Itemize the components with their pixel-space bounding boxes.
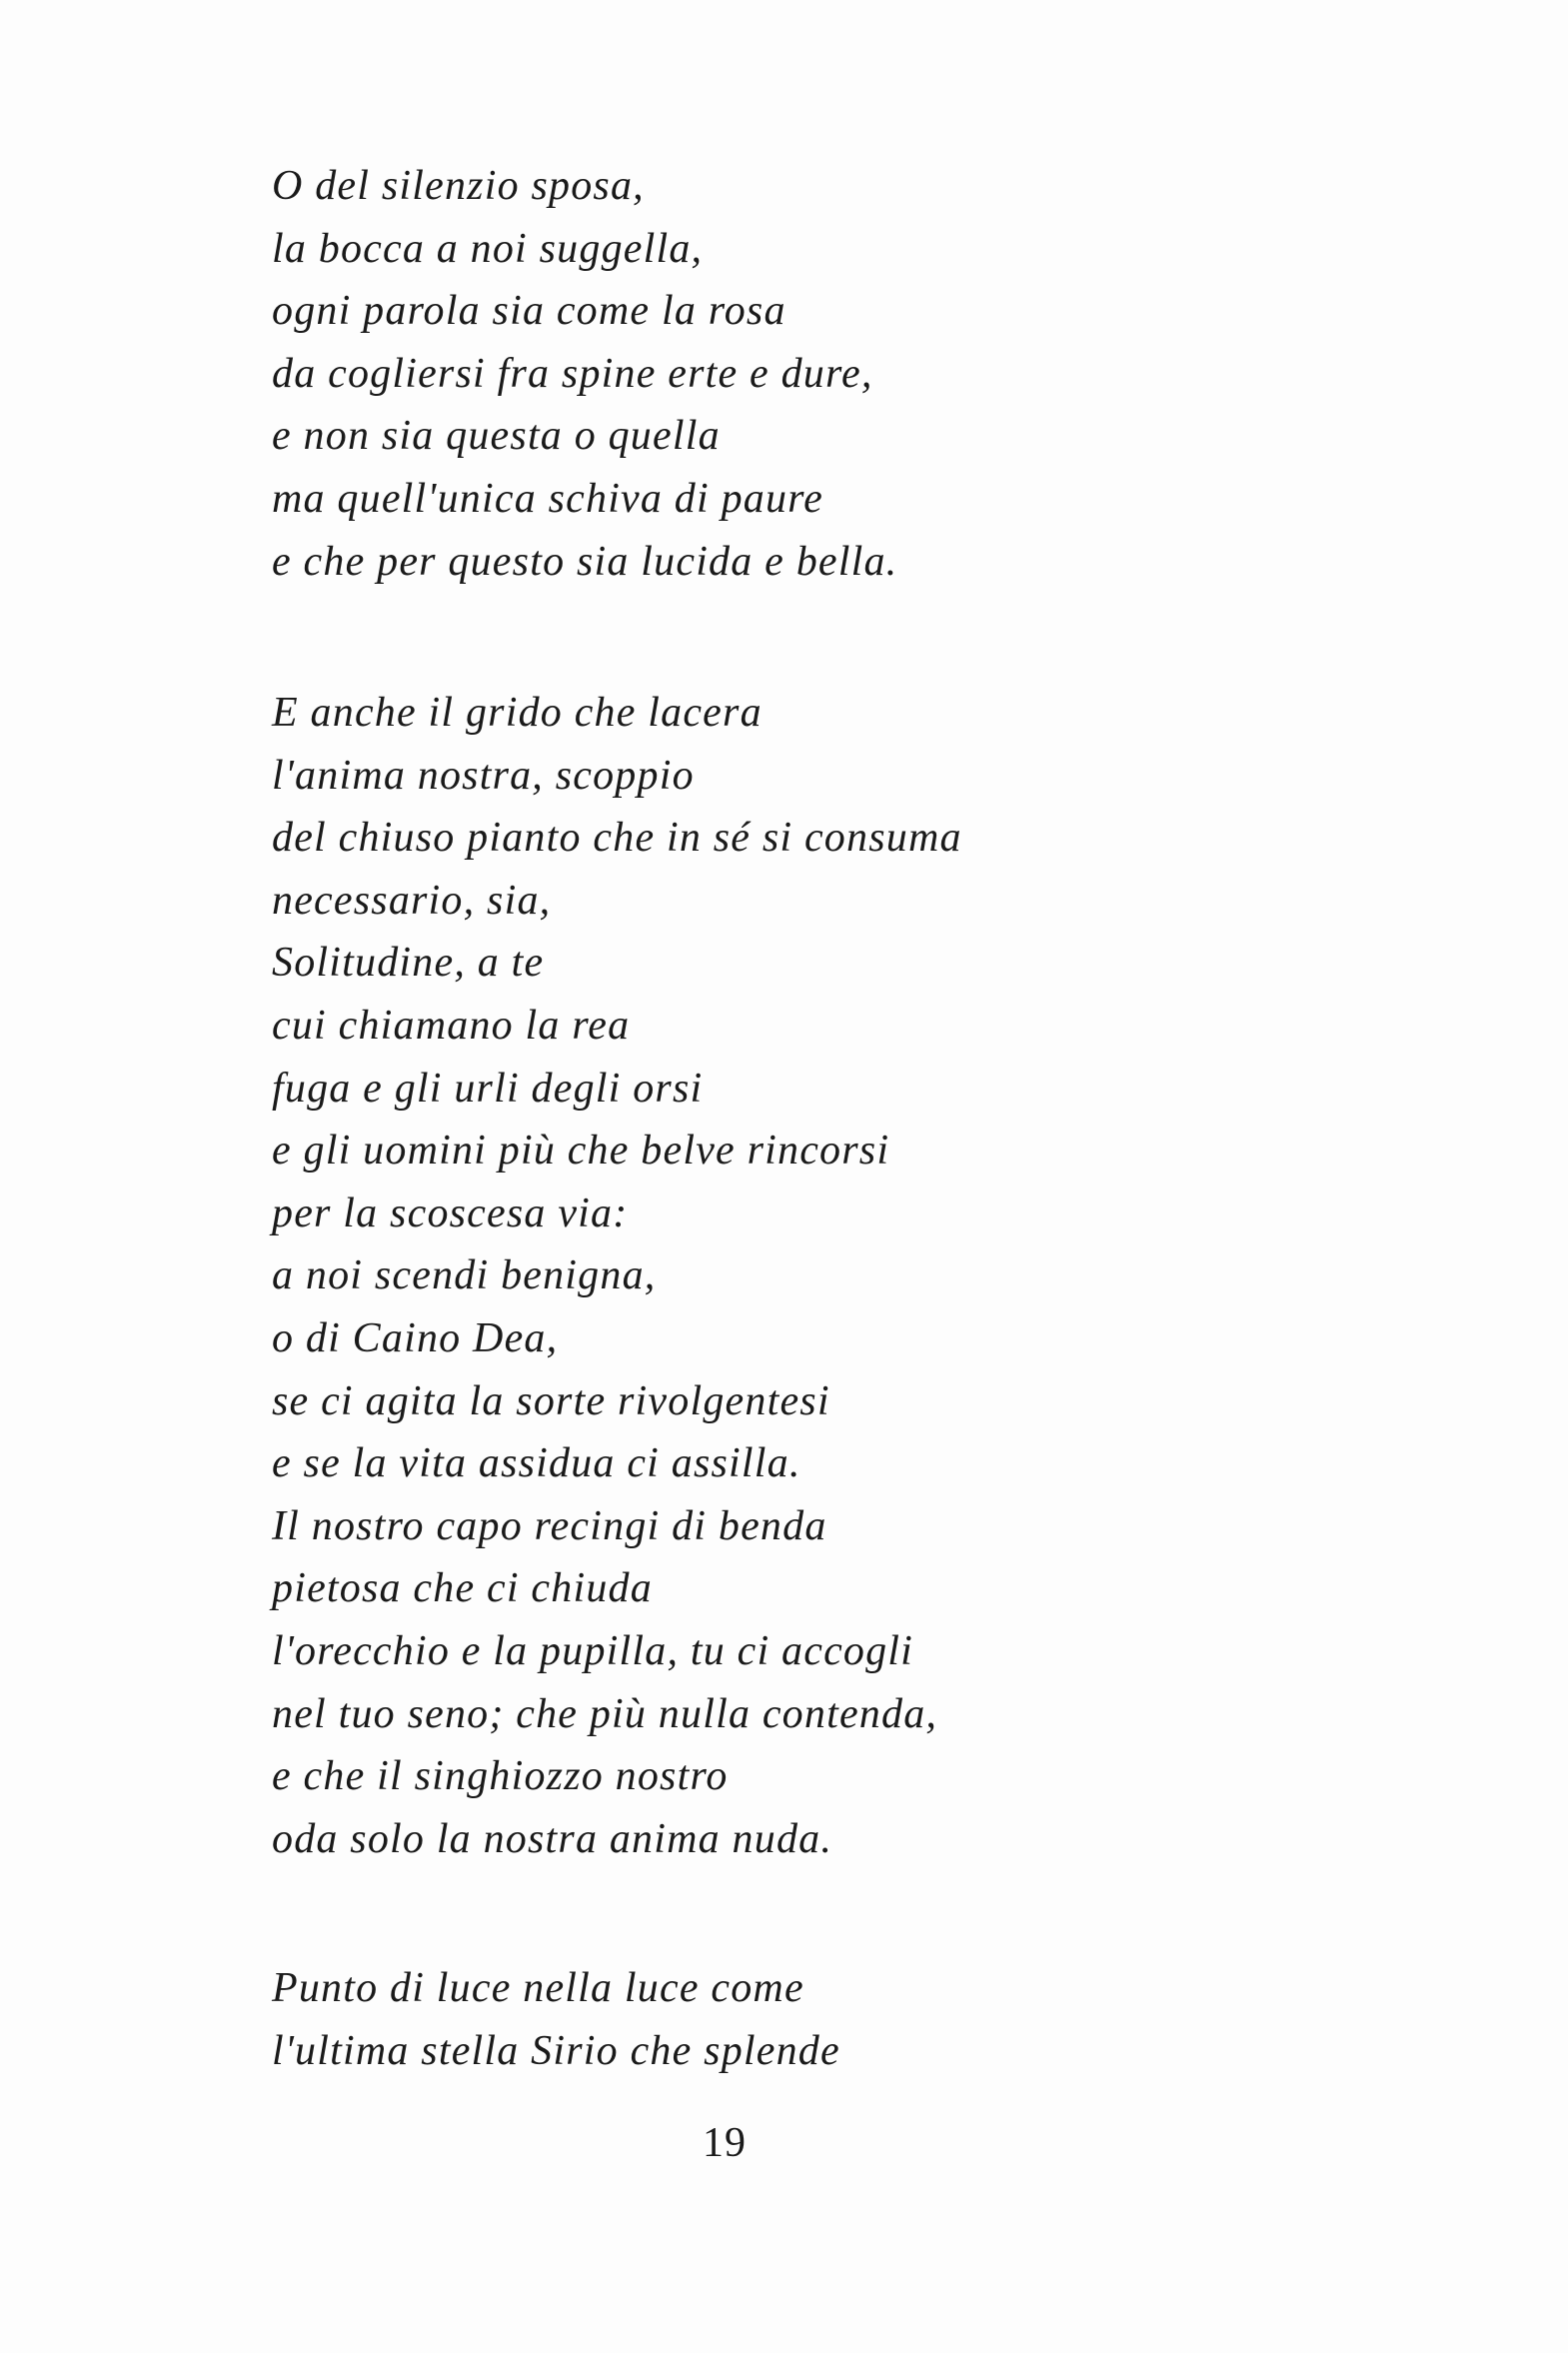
- poem-line: del chiuso pianto che in sé si consuma: [272, 815, 962, 862]
- poem-line: ogni parola sia come la rosa: [272, 288, 786, 335]
- poem-line: Il nostro capo recingi di benda: [272, 1502, 827, 1549]
- poem-line: o di Caino Dea,: [272, 1314, 559, 1361]
- page-number: 19: [703, 2120, 747, 2166]
- poem-line: ma quell'unica schiva di paure: [272, 475, 823, 522]
- poem-line: l'ultima stella Sirio che splende: [272, 2027, 840, 2074]
- poem-line: O del silenzio sposa,: [272, 163, 645, 209]
- poem-line: pietosa che ci chiuda: [272, 1565, 653, 1612]
- stanza-2: [272, 682, 1421, 1870]
- poem-line: la bocca a noi suggella,: [272, 225, 704, 272]
- poem-line: oda solo la nostra anima nuda.: [272, 1815, 833, 1862]
- poem-line: da cogliersi fra spine erte e dure,: [272, 350, 873, 397]
- poem-line: se ci agita la sorte rivolgentesi: [272, 1377, 830, 1424]
- poem-line: Punto di luce nella luce come: [272, 1965, 804, 2011]
- poem-line: fuga e gli urli degli orsi: [272, 1065, 704, 1112]
- poem-line: e non sia questa o quella: [272, 413, 721, 460]
- stanza-1: [272, 155, 1421, 593]
- poem-line: per la scoscesa via:: [272, 1189, 629, 1236]
- poem-line: e gli uomini più che belve rincorsi: [272, 1128, 890, 1175]
- poem-line: l'orecchio e la pupilla, tu ci accogli: [272, 1627, 914, 1674]
- poem-line: cui chiamano la rea: [272, 1002, 631, 1049]
- poem-line: nel tuo seno; che più nulla contenda,: [272, 1690, 938, 1737]
- poem-line: e se la vita assidua ci assilla.: [272, 1440, 801, 1487]
- stanza-3: [272, 1957, 1421, 2082]
- poem-line: l'anima nostra, scoppio: [272, 752, 695, 799]
- poem-line: necessario, sia,: [272, 877, 552, 924]
- poem-line: a noi scendi benigna,: [272, 1252, 657, 1299]
- poem-line: Solitudine, a te: [272, 940, 545, 987]
- poem-line: e che per questo sia lucida e bella.: [272, 538, 898, 585]
- poem-line: e che il singhiozzo nostro: [272, 1753, 729, 1800]
- poem-line: E anche il grido che lacera: [272, 690, 763, 736]
